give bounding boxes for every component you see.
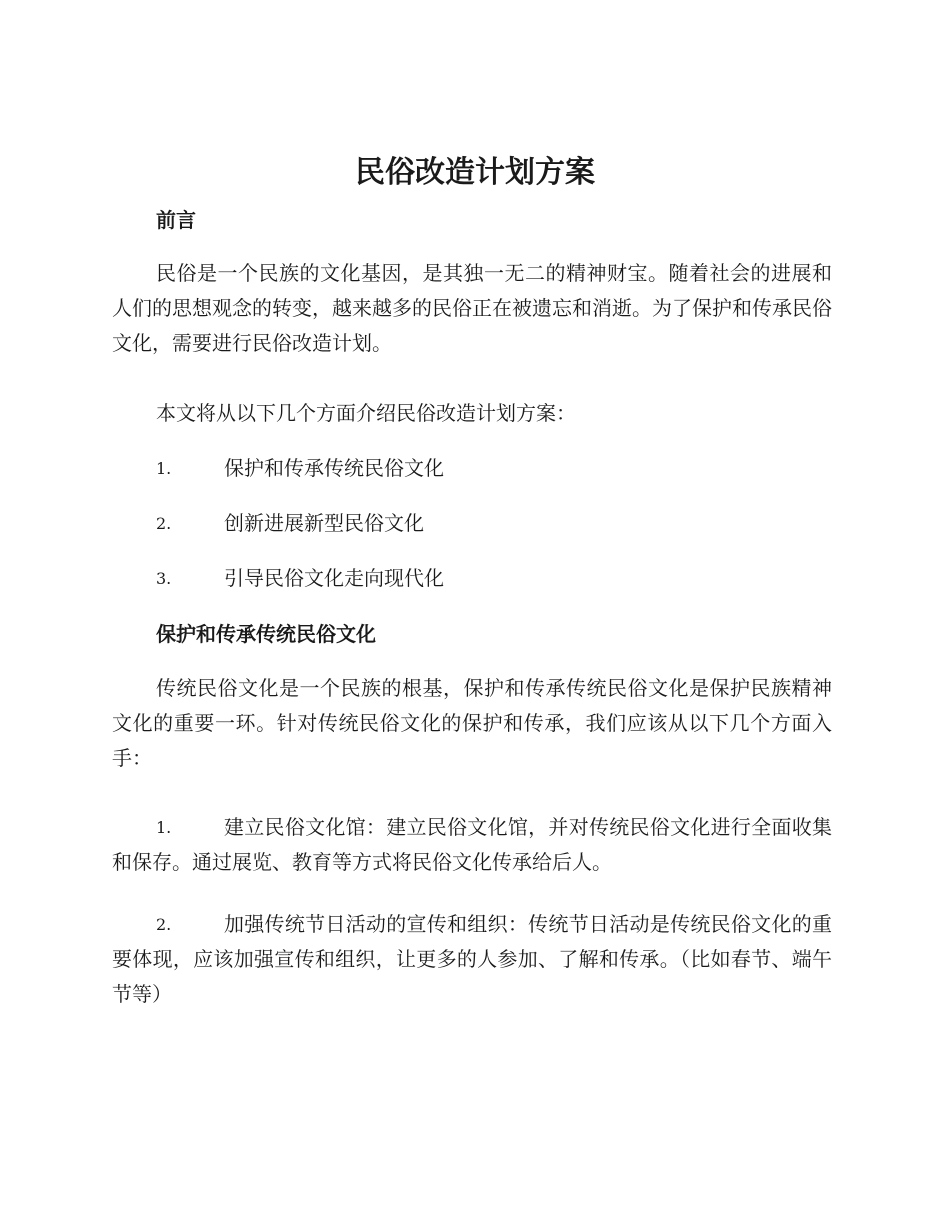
list-item-text: 加强传统节日活动的宣传和组织：传统节日活动是传统民俗文化的重要体现，应该加强宣传和组织，让更多的人参加、了解和传承。（比如春节、端午节等） [112, 912, 832, 1006]
list-item-number: 1. [156, 818, 172, 837]
list-item-number: 3. [156, 569, 172, 588]
list-item [112, 810, 832, 880]
preface-paragraph-1: 民俗是一个民族的文化基因，是其独一无二的精神财宝。随着社会的进展和人们的思想观念的转变，越来越多的民俗正在被遗忘和消逝。为了保护和传承民俗文化，需要进行民俗改造计划。 [112, 261, 832, 355]
list-item [112, 907, 832, 1012]
list-item-text: 引导民俗文化走向现代化 [224, 566, 444, 590]
list-item-number: 1. [156, 459, 172, 478]
list-item-number: 2. [156, 514, 172, 533]
list-item-number: 2. [156, 915, 172, 934]
list-item [112, 561, 832, 596]
preface-paragraph-2: 本文将从以下几个方面介绍民俗改造计划方案： [156, 401, 576, 425]
list-item-text: 创新进展新型民俗文化 [224, 511, 424, 535]
document-title: 民俗改造计划方案 [355, 155, 595, 190]
list-item [112, 451, 832, 486]
list-item-text: 建立民俗文化馆：建立民俗文化馆，并对传统民俗文化进行全面收集和保存。通过展览、教育等方式将民俗文化传承给后人。 [112, 815, 832, 874]
protect-paragraph-1: 传统民俗文化是一个民族的根基，保护和传承传统民俗文化是保护民族精神文化的重要一环。针对传统民俗文化的保护和传承，我们应该从以下几个方面入手： [112, 676, 832, 770]
section-heading-protect-traditional: 保护和传承传统民俗文化 [156, 622, 376, 646]
section-heading-preface: 前言 [156, 208, 196, 232]
list-item [112, 506, 832, 541]
list-item-text: 保护和传承传统民俗文化 [224, 456, 444, 480]
